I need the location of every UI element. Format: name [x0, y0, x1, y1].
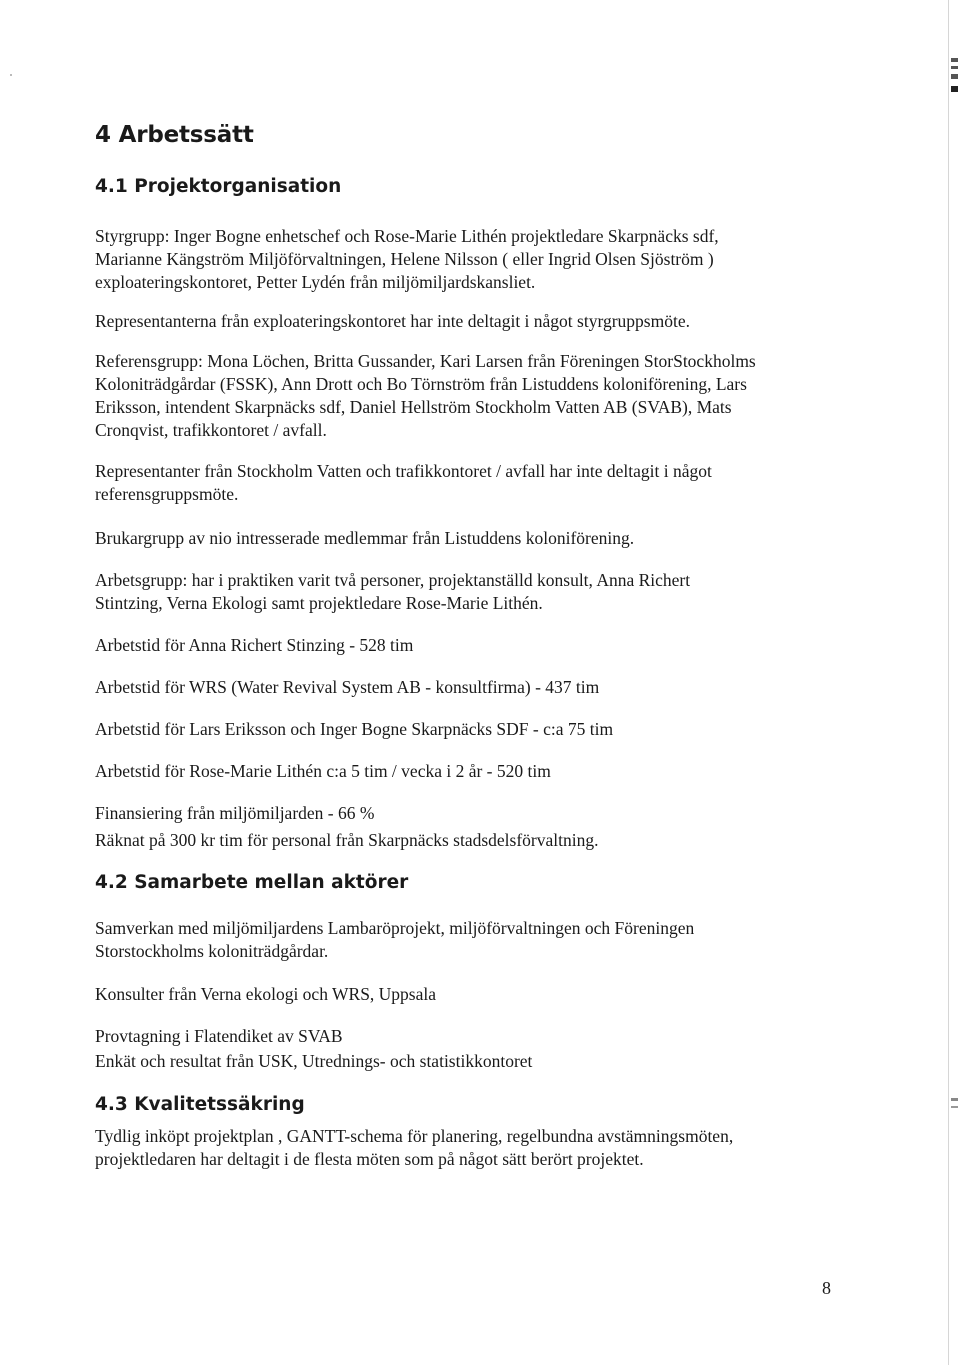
scan-mark	[951, 74, 958, 79]
text-line: Arbetstid för WRS (Water Revival System AB - konsultfirma) - 437 tim	[95, 677, 600, 697]
text-line: Provtagning i Flatendiket av SVAB	[95, 1026, 343, 1046]
text-line: Arbetstid för Lars Eriksson och Inger Bogne Skarpnäcks SDF - c:a 75 tim	[95, 719, 614, 739]
scan-mark	[951, 58, 958, 62]
text-line: Tydlig inköpt projektplan , GANTT-schema för planering, regelbundna avstämningsmöten,	[95, 1126, 734, 1146]
text-line: Samverkan med miljömiljardens Lambaröprojekt, miljöförvaltningen och Föreningen	[95, 918, 695, 938]
text-line: Eriksson, intendent Skarpnäcks sdf, Daniel Hellström Stockholm Vatten AB (SVAB), Mats	[95, 397, 732, 417]
paragraph-referensgrupp-note	[95, 460, 855, 506]
scan-edge-line	[948, 0, 949, 1365]
paragraph-arbetstid-1	[95, 634, 855, 657]
paragraph-raknat	[95, 829, 855, 852]
paragraph-styrgrupp-note	[95, 310, 855, 333]
text-line: Marianne Kängström Miljöförvaltningen, Helene Nilsson ( eller Ingrid Olsen Sjöström )	[95, 249, 714, 269]
paragraph-kvalitetssakring	[95, 1125, 855, 1171]
scan-mark	[951, 66, 958, 69]
section-heading-kvalitetssakring: 4.3 Kvalitetssäkring	[95, 1094, 305, 1115]
paragraph-finansiering	[95, 802, 855, 825]
text-line: Arbetsgrupp: har i praktiken varit två personer, projektanställd konsult, Anna Richert	[95, 570, 691, 590]
paragraph-arbetstid-3	[95, 718, 855, 741]
text-line: referensgruppsmöte.	[95, 484, 239, 504]
text-line: Representanterna från exploateringskontoret har inte deltagit i något styrgruppsmöte.	[95, 311, 690, 331]
paragraph-arbetstid-4	[95, 760, 855, 783]
scan-mark	[951, 1106, 958, 1108]
text-line: Arbetstid för Rose-Marie Lithén c:a 5 tim / vecka i 2 år - 520 tim	[95, 761, 551, 781]
text-line: Referensgrupp: Mona Löchen, Britta Gussander, Kari Larsen från Föreningen StorStockholms	[95, 351, 756, 371]
paragraph-styrgrupp	[95, 225, 855, 294]
paragraph-referensgrupp	[95, 350, 855, 442]
paragraph-konsulter	[95, 983, 855, 1006]
scan-mark	[951, 1098, 958, 1101]
main-heading: 4 Arbetssätt	[95, 122, 254, 148]
text-line: Storstockholms koloniträdgårdar.	[95, 941, 329, 961]
section-heading-samarbete: 4.2 Samarbete mellan aktörer	[95, 872, 409, 893]
section-heading-projektorganisation: 4.1 Projektorganisation	[95, 176, 342, 197]
paragraph-brukargrupp	[95, 527, 855, 550]
text-line: Koloniträdgårdar (FSSK), Ann Drott och Bo Törnström från Listuddens koloniförening, Lars	[95, 374, 747, 394]
paragraph-samverkan	[95, 917, 855, 963]
paragraph-enkat	[95, 1050, 855, 1073]
paragraph-arbetstid-2	[95, 676, 855, 699]
paragraph-provtagning	[95, 1025, 855, 1048]
text-line: Styrgrupp: Inger Bogne enhetschef och Rose-Marie Lithén projektledare Skarpnäcks sdf,	[95, 226, 719, 246]
text-line: Enkät och resultat från USK, Utrednings- och statistikkontoret	[95, 1051, 533, 1071]
text-line: Arbetstid för Anna Richert Stinzing - 528 tim	[95, 635, 414, 655]
text-line: Räknat på 300 kr tim för personal från Skarpnäcks stadsdelsförvaltning.	[95, 830, 599, 850]
text-line: Konsulter från Verna ekologi och WRS, Uppsala	[95, 984, 437, 1004]
scan-dot	[10, 74, 12, 76]
text-line: Brukargrupp av nio intresserade medlemmar från Listuddens koloniförening.	[95, 528, 635, 548]
page-number: 8	[822, 1278, 831, 1298]
text-line: projektledaren har deltagit i de flesta möten som på något sätt berört projektet.	[95, 1149, 644, 1169]
text-line: exploateringskontoret, Petter Lydén från miljömiljardskansliet.	[95, 272, 536, 292]
scan-mark	[951, 86, 958, 92]
text-line: Finansiering från miljömiljarden - 66 %	[95, 803, 375, 823]
text-line: Representanter från Stockholm Vatten och trafikkontoret / avfall har inte deltagit i något	[95, 461, 712, 481]
text-line: Cronqvist, trafikkontoret / avfall.	[95, 420, 327, 440]
text-line: Stintzing, Verna Ekologi samt projektledare Rose-Marie Lithén.	[95, 593, 543, 613]
paragraph-arbetsgrupp	[95, 569, 855, 615]
